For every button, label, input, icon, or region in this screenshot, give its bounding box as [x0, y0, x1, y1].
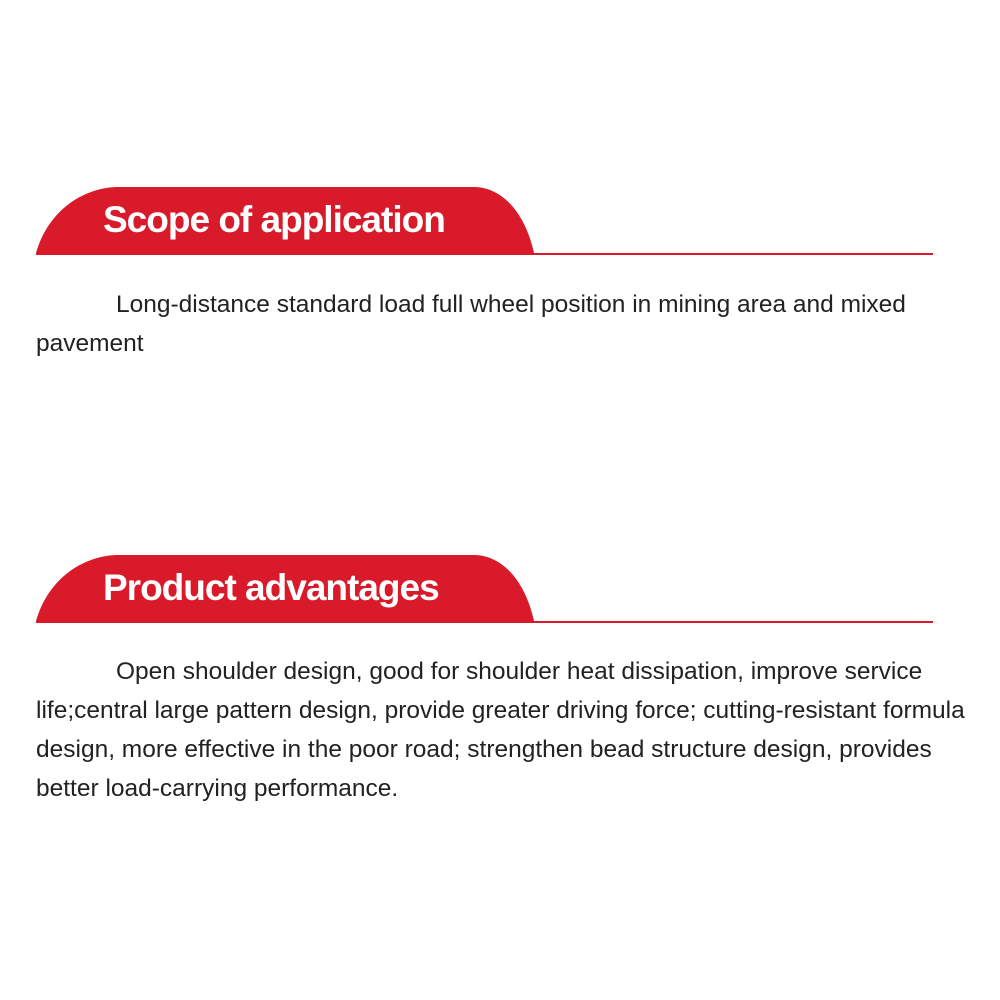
section-title-tab	[36, 187, 534, 253]
section-body-text: Long-distance standard load full wheel position in mining area and mixed pavement	[36, 291, 906, 357]
section-header	[36, 187, 933, 255]
section-title: Scope of application	[103, 199, 445, 240]
product-advantages-section	[36, 555, 965, 808]
section-divider	[36, 621, 933, 623]
section-header	[36, 555, 933, 623]
section-title-tab	[36, 555, 534, 621]
section-divider	[36, 253, 933, 255]
section-title: Product advantages	[103, 567, 439, 608]
section-body-text: Open shoulder design, good for shoulder heat dissipation, improve service life;central large pattern design, provide greater driving force; cutting-resistant formula design, more effective in the poor road; strengthen bead structure design, provides better load-carrying performance.	[36, 658, 965, 802]
scope-of-application-section	[36, 187, 933, 363]
